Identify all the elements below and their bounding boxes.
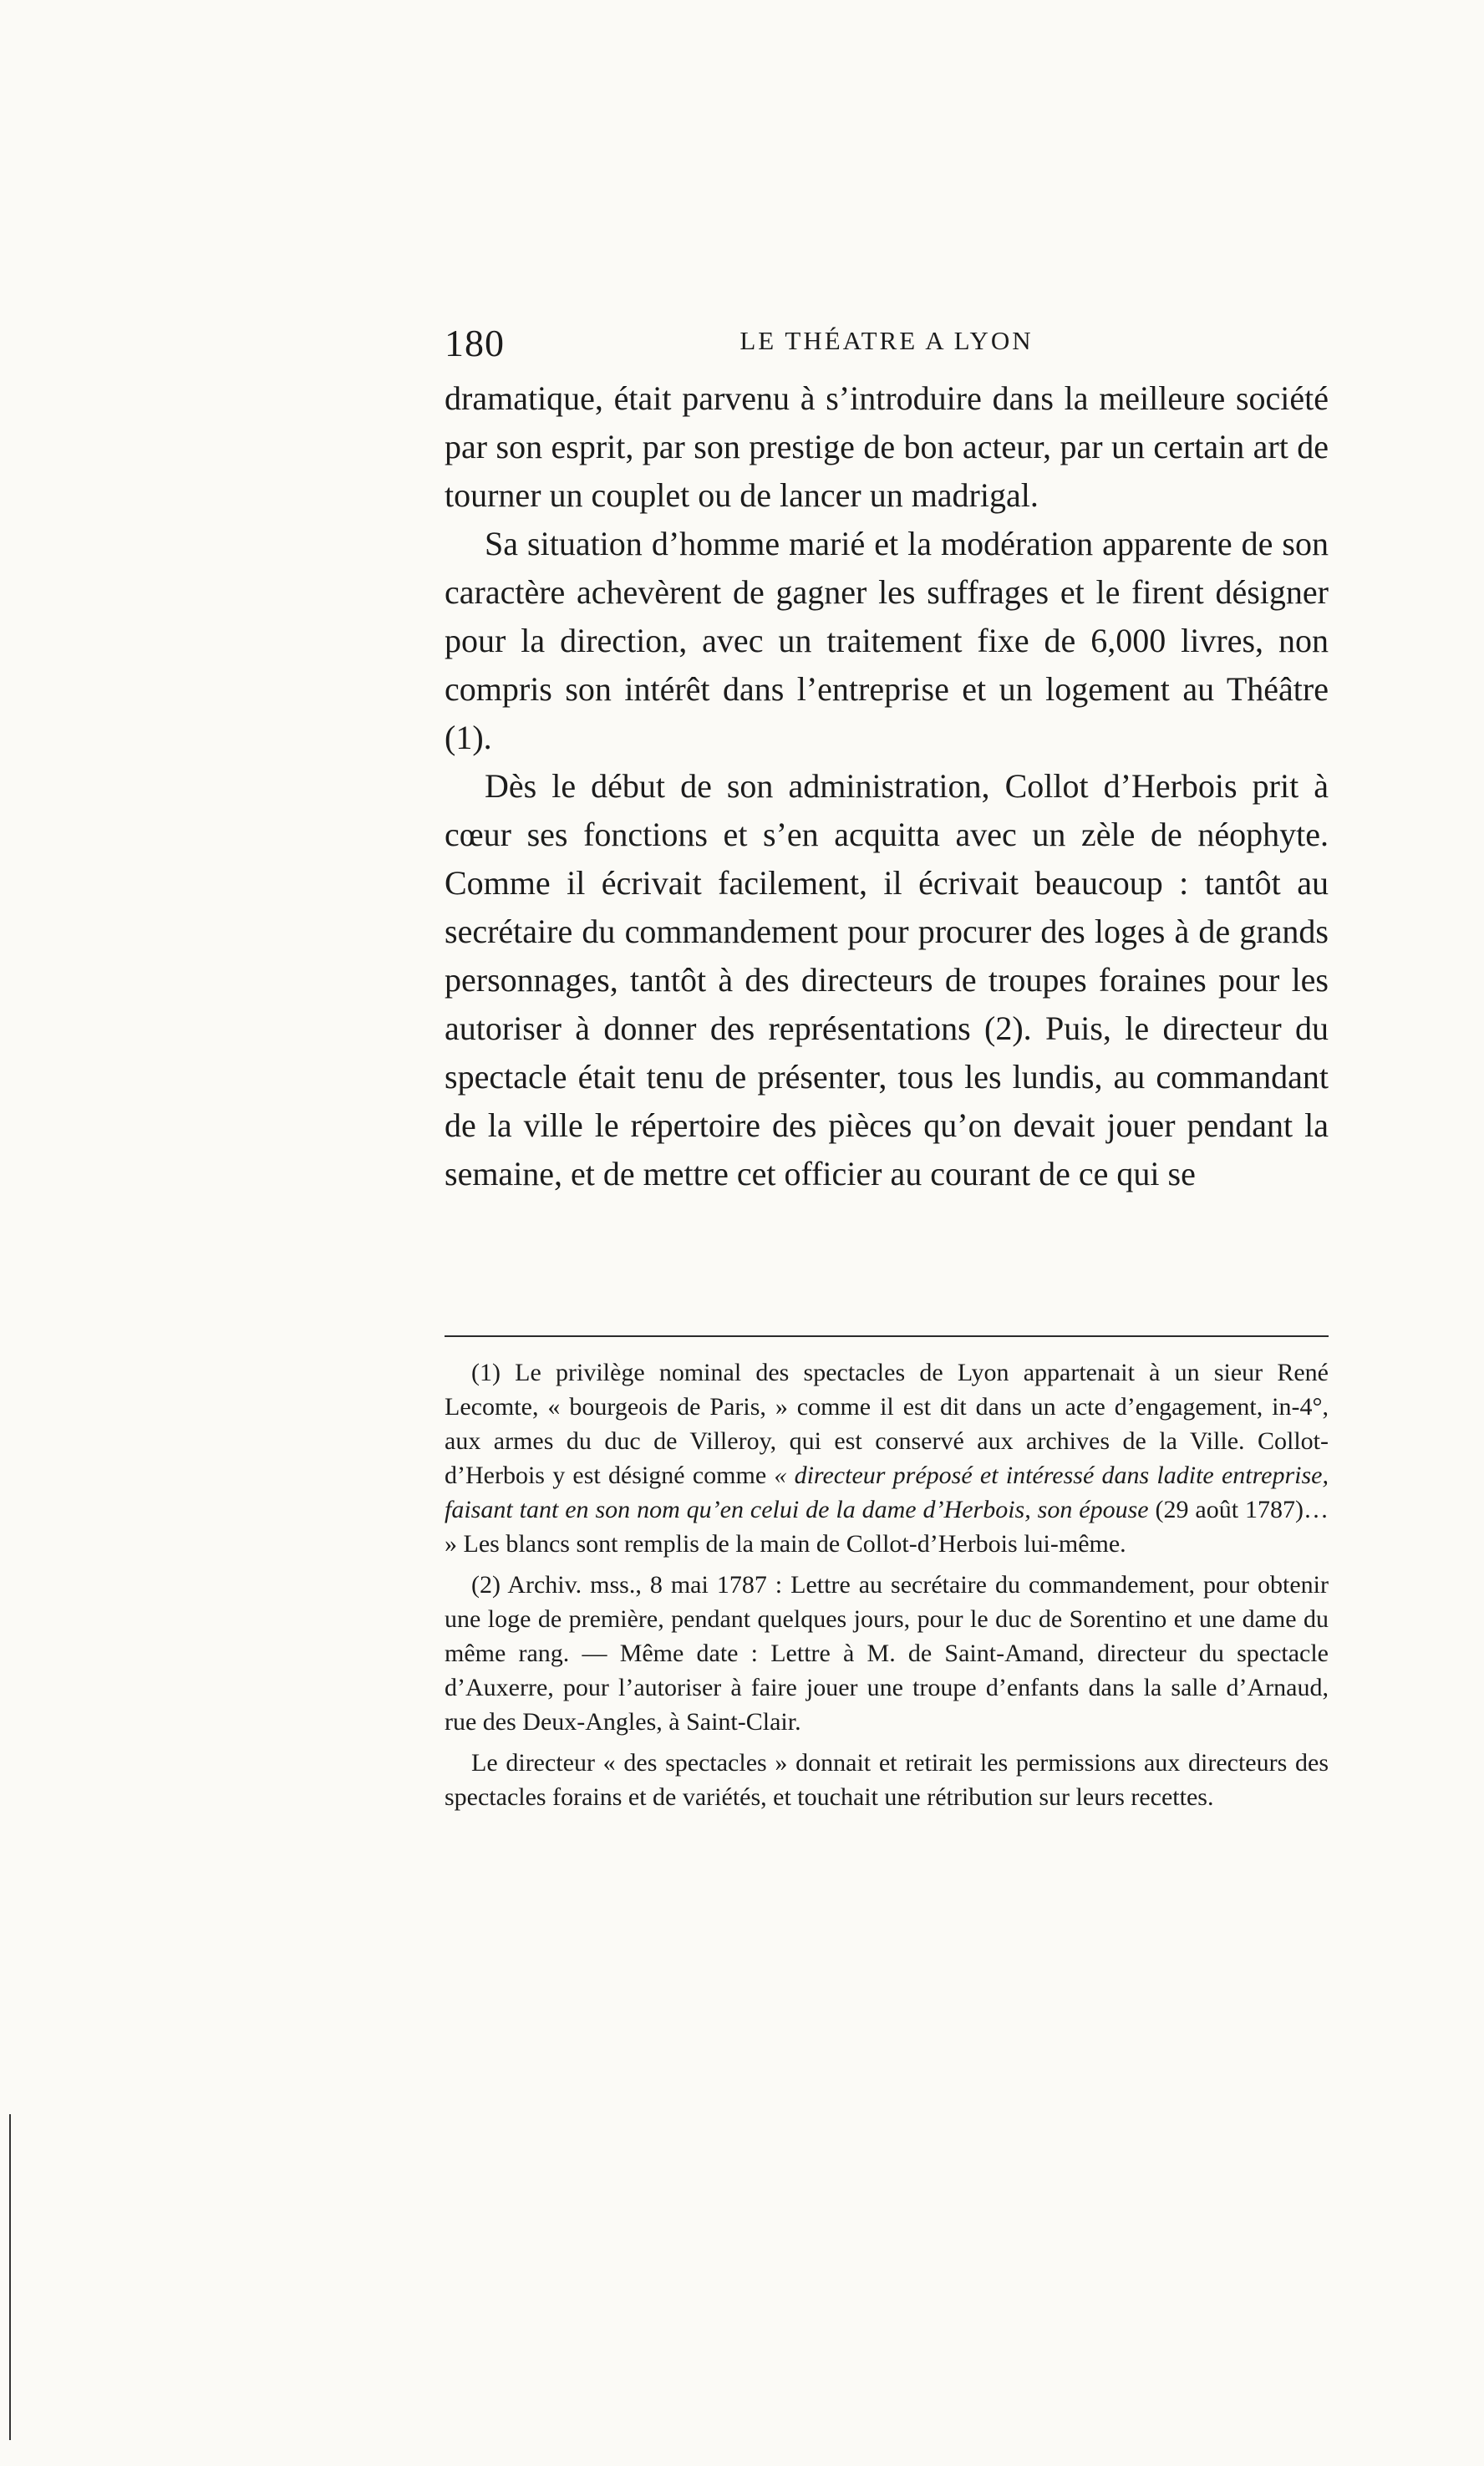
footnote-1-end: (29 août 1787)… » Les blancs sont remplis de la main de Collot-d’Herbois lui-même. xyxy=(445,1496,1329,1558)
footnote-3: Le directeur « des spectacles » donnait et retirait les permissions aux directeurs des spectacles forains et de variétés, et touchait une rétribution sur leurs recettes. xyxy=(445,1749,1329,1811)
footnote-1-text: (1) Le privilège nominal des spectacles de Lyon appartenait à un sieur René Lecomte, « bourgeois de Paris, » comme il est dit dans un acte d’engagement, in-4°, aux armes du duc de Villeroy, qui est conservé aux archives de la Ville. Collot-d’Herbois y est désigné comme xyxy=(445,1359,1329,1489)
scan-margin-line xyxy=(9,2114,11,2440)
footnote-separator xyxy=(445,1335,1329,1337)
footnotes xyxy=(445,1355,1329,1821)
footnote-1 xyxy=(445,1355,1329,1561)
paragraph-2: Sa situation d’homme marié et la modération apparente de son caractère achevèrent de gagner les suffrages et le firent désigner pour la direction, avec un traitement fixe de 6,000 livres, non compris son intérêt dans l’entreprise et un logement au Théâtre (1). xyxy=(445,525,1329,756)
page-header xyxy=(445,321,1329,371)
footnote-2: (2) Archiv. mss., 8 mai 1787 : Lettre au secrétaire du commandement, pour obtenir une loge de première, pendant quelques jours, pour le duc de Sorentino et une dame du même rang. — Même date : Lettre à M. de Saint-Amand, directeur du spectacle d’Auxerre, pour l’autoriser à faire jouer une troupe d’enfants dans la salle d’Arnaud, rue des Deux-Angles, à Saint-Clair. xyxy=(445,1571,1329,1736)
running-title: LE THÉATRE A LYON xyxy=(739,326,1034,355)
footnote-1-quote: « directeur préposé et intéressé dans ladite entreprise, faisant tant en son nom qu’en celui de la dame d’Herbois, son épouse xyxy=(445,1462,1329,1523)
paragraph-3: Dès le début de son administration, Collot d’Herbois prit à cœur ses fonctions et s’en acquitta avec un zèle de néophyte. Comme il écrivait facilement, il écrivait beaucoup : tantôt au secrétaire du commandement pour procurer des loges à de grands personnages, tantôt à des directeurs de troupes foraines pour les autoriser à donner des représentations (2). Puis, le directeur du spectacle était tenu de présenter, tous les lundis, au commandant de la ville le répertoire des pièces qu’on devait jouer pendant la semaine, et de mettre cet officier au courant de ce qui se xyxy=(445,767,1329,1192)
main-text xyxy=(445,374,1329,1198)
page-number: 180 xyxy=(445,322,505,364)
paragraph-1: dramatique, était parvenu à s’introduire dans la meilleure société par son esprit, par son prestige de bon acteur, par un certain art de tourner un couplet ou de lancer un madrigal. xyxy=(445,379,1329,514)
